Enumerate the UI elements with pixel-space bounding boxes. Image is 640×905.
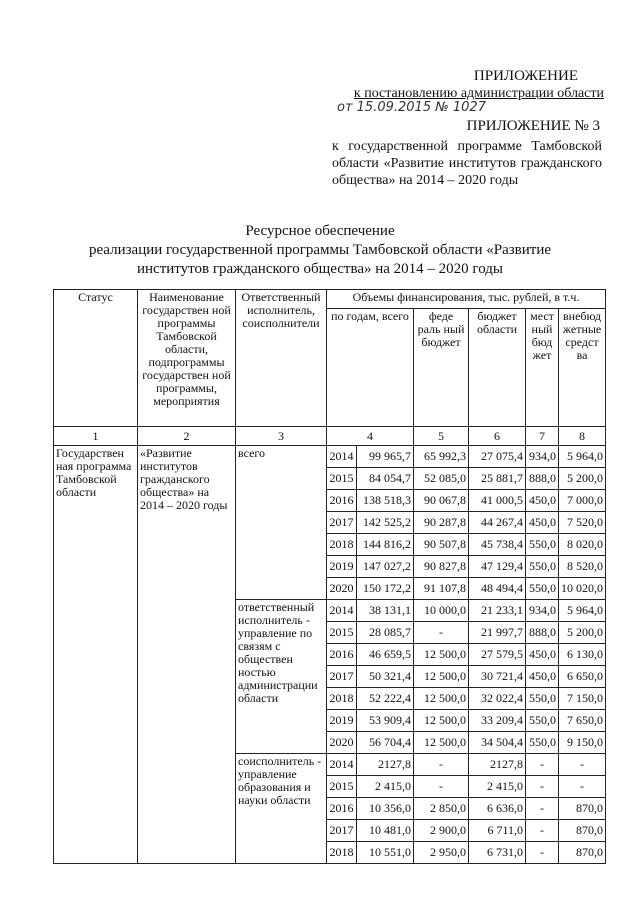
federal-cell: 65 992,3 — [414, 446, 469, 468]
total-cell: 150 172,2 — [357, 578, 414, 600]
regional-cell: 44 267,4 — [469, 512, 526, 534]
document-title — [0, 222, 640, 279]
resolution-reference: к постановлению администрации области — [353, 86, 604, 101]
regional-cell: 27 075,4 — [469, 446, 526, 468]
year-cell: 2015 — [327, 776, 357, 798]
year-cell: 2014 — [327, 754, 357, 776]
regional-cell: 47 129,4 — [469, 556, 526, 578]
local-cell: 550,0 — [526, 578, 559, 600]
regional-cell: 45 738,4 — [469, 534, 526, 556]
regional-cell: 30 721,4 — [469, 666, 526, 688]
total-cell: 10 551,0 — [357, 842, 414, 864]
year-cell: 2018 — [327, 842, 357, 864]
program-name-cell: «Развитие институтов гражданского общества» на 2014 – 2020 годы — [138, 446, 236, 864]
year-cell: 2016 — [327, 798, 357, 820]
federal-cell: 2 850,0 — [414, 798, 469, 820]
header-federal: феде раль ный бюджет — [414, 309, 469, 427]
executor-cell: ответственный исполнитель - управление по связям с обществен ностью администрации области — [236, 600, 327, 754]
year-cell: 2015 — [327, 622, 357, 644]
local-cell: 450,0 — [526, 666, 559, 688]
executor-cell: всего — [236, 446, 327, 600]
program-reference: к государственной программе Тамбовской области «Развитие институтов гражданского общества» на 2014 – 2020 годы — [332, 139, 602, 188]
year-cell: 2017 — [327, 512, 357, 534]
local-cell: - — [526, 798, 559, 820]
extra-cell: 10 020,0 — [559, 578, 606, 600]
local-cell: 550,0 — [526, 556, 559, 578]
regional-cell: 6 731,0 — [469, 842, 526, 864]
federal-cell: 2 950,0 — [414, 842, 469, 864]
year-cell: 2020 — [327, 732, 357, 754]
header-row-1 — [54, 290, 606, 309]
total-cell: 53 909,4 — [357, 710, 414, 732]
local-cell: 550,0 — [526, 710, 559, 732]
extra-cell: 5 964,0 — [559, 600, 606, 622]
total-cell: 144 816,2 — [357, 534, 414, 556]
total-cell: 38 131,1 — [357, 600, 414, 622]
regional-cell: 6 711,0 — [469, 820, 526, 842]
total-cell: 52 222,4 — [357, 688, 414, 710]
title-line-3: институтов гражданского общества» на 2014 – 2020 годы — [136, 261, 503, 277]
title-line-1: Ресурсное обеспечение — [245, 223, 395, 239]
regional-cell: 2127,8 — [469, 754, 526, 776]
extra-cell: 7 150,0 — [559, 688, 606, 710]
local-cell: 888,0 — [526, 468, 559, 490]
regional-cell: 32 022,4 — [469, 688, 526, 710]
federal-cell: 12 500,0 — [414, 688, 469, 710]
extra-cell: 7 000,0 — [559, 490, 606, 512]
extra-cell: 8 020,0 — [559, 534, 606, 556]
status-cell: Государствен ная программа Тамбовской области — [54, 446, 138, 864]
extra-cell: 9 150,0 — [559, 732, 606, 754]
title-line-2: реализации государственной программы Тамбовской области «Развитие — [88, 242, 552, 258]
total-cell: 10 481,0 — [357, 820, 414, 842]
local-cell: 934,0 — [526, 600, 559, 622]
extra-cell: 5 200,0 — [559, 622, 606, 644]
extra-cell: 870,0 — [559, 798, 606, 820]
header-status: Статус — [54, 290, 138, 427]
year-cell: 2018 — [327, 534, 357, 556]
extra-cell: 5 964,0 — [559, 446, 606, 468]
federal-cell: 91 107,8 — [414, 578, 469, 600]
regional-cell: 34 504,4 — [469, 732, 526, 754]
total-cell: 50 321,4 — [357, 666, 414, 688]
federal-cell: 12 500,0 — [414, 644, 469, 666]
total-cell: 46 659,5 — [357, 644, 414, 666]
total-cell: 138 518,3 — [357, 490, 414, 512]
regional-cell: 2 415,0 — [469, 776, 526, 798]
year-cell: 2016 — [327, 644, 357, 666]
federal-cell: 12 500,0 — [414, 666, 469, 688]
year-cell: 2019 — [327, 710, 357, 732]
total-cell: 56 704,4 — [357, 732, 414, 754]
appendix-heading: ПРИЛОЖЕНИЕ — [473, 68, 578, 84]
extra-cell: 5 200,0 — [559, 468, 606, 490]
local-cell: 934,0 — [526, 446, 559, 468]
extra-cell: 870,0 — [559, 820, 606, 842]
column-number-row — [54, 427, 606, 446]
regional-cell: 21 233,1 — [469, 600, 526, 622]
col-number: 1 — [54, 427, 138, 446]
year-cell: 2016 — [327, 490, 357, 512]
federal-cell: 12 500,0 — [414, 710, 469, 732]
federal-cell: - — [414, 754, 469, 776]
local-cell: 450,0 — [526, 644, 559, 666]
total-cell: 84 054,7 — [357, 468, 414, 490]
header-by-years: по годам, всего — [327, 309, 414, 427]
col-number: 3 — [236, 427, 327, 446]
federal-cell: 90 067,8 — [414, 490, 469, 512]
total-cell: 2127,8 — [357, 754, 414, 776]
regional-cell: 33 209,4 — [469, 710, 526, 732]
total-cell: 2 415,0 — [357, 776, 414, 798]
federal-cell: 52 085,0 — [414, 468, 469, 490]
col-number: 7 — [526, 427, 559, 446]
extra-cell: 6 130,0 — [559, 644, 606, 666]
local-cell: - — [526, 776, 559, 798]
year-cell: 2014 — [327, 446, 357, 468]
federal-cell: 90 287,8 — [414, 512, 469, 534]
local-cell: 550,0 — [526, 688, 559, 710]
regional-cell: 25 881,7 — [469, 468, 526, 490]
federal-cell: 90 507,8 — [414, 534, 469, 556]
total-cell: 147 027,2 — [357, 556, 414, 578]
header-regional: бюджет области — [469, 309, 526, 427]
federal-cell: 12 500,0 — [414, 732, 469, 754]
year-cell: 2015 — [327, 468, 357, 490]
extra-cell: - — [559, 776, 606, 798]
col-number: 8 — [559, 427, 606, 446]
local-cell: 450,0 — [526, 512, 559, 534]
total-cell: 99 965,7 — [357, 446, 414, 468]
total-cell: 28 085,7 — [357, 622, 414, 644]
table-body — [54, 446, 606, 864]
col-number: 5 — [414, 427, 469, 446]
year-cell: 2017 — [327, 666, 357, 688]
extra-cell: 870,0 — [559, 842, 606, 864]
local-cell: 450,0 — [526, 490, 559, 512]
federal-cell: - — [414, 622, 469, 644]
federal-cell: 2 900,0 — [414, 820, 469, 842]
extra-cell: 8 520,0 — [559, 556, 606, 578]
appendix3-heading: ПРИЛОЖЕНИЕ № 3 — [466, 118, 600, 134]
local-cell: 550,0 — [526, 534, 559, 556]
total-cell: 10 356,0 — [357, 798, 414, 820]
regional-cell: 27 579,5 — [469, 644, 526, 666]
total-cell: 142 525,2 — [357, 512, 414, 534]
local-cell: 550,0 — [526, 732, 559, 754]
resource-table — [53, 289, 606, 864]
extra-cell: 7 650,0 — [559, 710, 606, 732]
regional-cell: 41 000,5 — [469, 490, 526, 512]
extra-cell: 6 650,0 — [559, 666, 606, 688]
federal-cell: 90 827,8 — [414, 556, 469, 578]
year-cell: 2014 — [327, 600, 357, 622]
header-financing: Объемы финансирования, тыс. рублей, в т.ч. — [327, 290, 606, 309]
table-row — [54, 446, 606, 468]
col-number: 4 — [327, 427, 414, 446]
regional-cell: 48 494,4 — [469, 578, 526, 600]
header-extrabudget: внебюд жетные средст ва — [559, 309, 606, 427]
local-cell: - — [526, 820, 559, 842]
regional-cell: 6 636,0 — [469, 798, 526, 820]
regional-cell: 21 997,7 — [469, 622, 526, 644]
year-cell: 2017 — [327, 820, 357, 842]
local-cell: 888,0 — [526, 622, 559, 644]
federal-cell: 10 000,0 — [414, 600, 469, 622]
header-name: Наименование государствен ной программы Тамбовской области, подпрограммы государствен ной программы, мероприятия — [138, 290, 236, 427]
local-cell: - — [526, 754, 559, 776]
col-number: 2 — [138, 427, 236, 446]
federal-cell: - — [414, 776, 469, 798]
year-cell: 2020 — [327, 578, 357, 600]
header-local: мест ный бюд жет — [526, 309, 559, 427]
local-cell: - — [526, 842, 559, 864]
executor-cell: соисполнитель - управление образования и науки области — [236, 754, 327, 864]
year-cell: 2019 — [327, 556, 357, 578]
header-responsible: Ответственный исполнитель, соисполнители — [236, 290, 327, 427]
year-cell: 2018 — [327, 688, 357, 710]
col-number: 6 — [469, 427, 526, 446]
extra-cell: - — [559, 754, 606, 776]
extra-cell: 7 520,0 — [559, 512, 606, 534]
handwritten-date-number: от 15.09.2015 № 1027 — [337, 100, 486, 115]
